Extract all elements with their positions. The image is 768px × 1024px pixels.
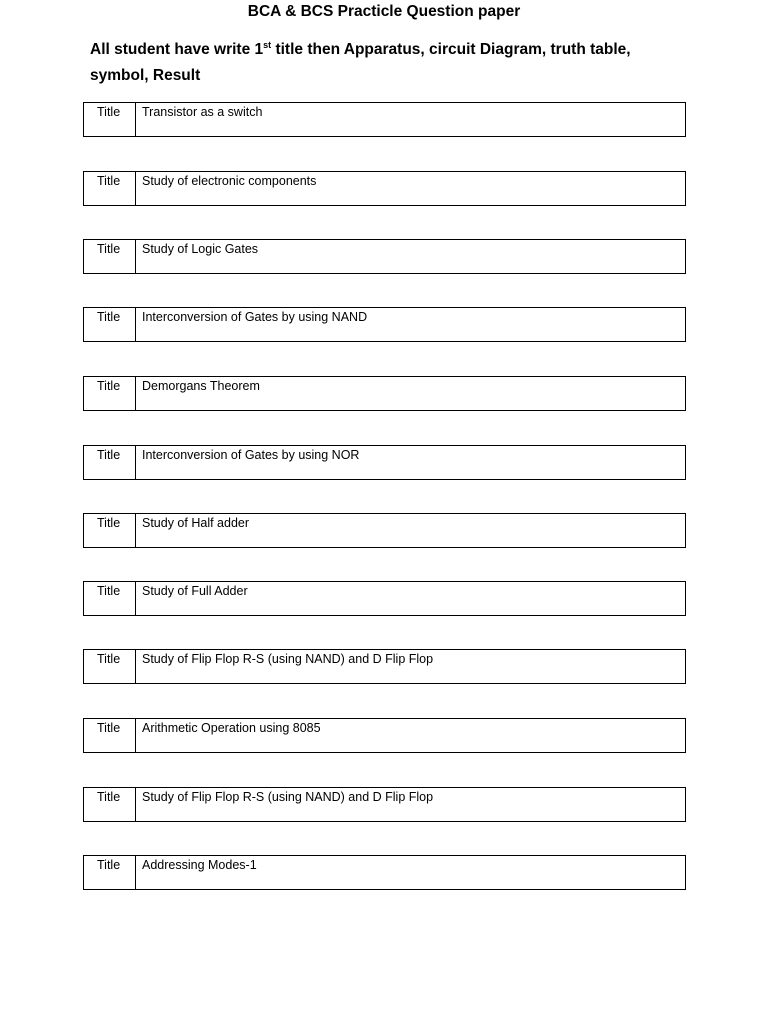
title-label: Title xyxy=(84,377,136,410)
title-label: Title xyxy=(84,103,136,136)
title-table xyxy=(83,513,686,548)
title-label: Title xyxy=(84,856,136,889)
instructions xyxy=(90,37,690,89)
title-value: Study of Logic Gates xyxy=(142,242,259,256)
title-value: Study of Full Adder xyxy=(142,584,248,598)
title-table xyxy=(83,855,686,890)
title-label: Title xyxy=(84,788,136,821)
title-table xyxy=(83,171,686,206)
title-label: Title xyxy=(84,650,136,683)
title-value: Study of Half adder xyxy=(142,516,250,530)
title-table xyxy=(83,445,686,480)
title-label: Title xyxy=(84,308,136,341)
title-table xyxy=(83,239,686,274)
title-label: Title xyxy=(84,582,136,615)
instruction-text-start: All student have write 1 xyxy=(90,41,264,58)
title-value: Arithmetic Operation using 8085 xyxy=(142,721,321,735)
title-value: Transistor as a switch xyxy=(142,105,263,119)
title-table xyxy=(83,649,686,684)
title-value: Interconversion of Gates by using NAND xyxy=(142,310,368,324)
title-table xyxy=(83,581,686,616)
title-table xyxy=(83,102,686,137)
page-title: BCA & BCS Practicle Question paper xyxy=(247,3,521,20)
title-label: Title xyxy=(84,240,136,273)
title-table xyxy=(83,307,686,342)
title-value: Demorgans Theorem xyxy=(142,379,260,393)
title-value: Addressing Modes-1 xyxy=(142,858,257,872)
instruction-text-end: title then Apparatus, circuit Diagram, truth table, symbol, Result xyxy=(90,41,631,84)
title-value: Study of electronic components xyxy=(142,174,317,188)
title-label: Title xyxy=(84,719,136,752)
title-value: Study of Flip Flop R-S (using NAND) and D Flip Flop xyxy=(142,790,434,804)
title-table xyxy=(83,787,686,822)
title-table xyxy=(83,718,686,753)
title-label: Title xyxy=(84,446,136,479)
title-label: Title xyxy=(84,514,136,547)
title-value: Study of Flip Flop R-S (using NAND) and D Flip Flop xyxy=(142,652,434,666)
instruction-superscript: st xyxy=(263,40,272,50)
title-value: Interconversion of Gates by using NOR xyxy=(142,448,360,462)
title-label: Title xyxy=(84,172,136,205)
title-table xyxy=(83,376,686,411)
